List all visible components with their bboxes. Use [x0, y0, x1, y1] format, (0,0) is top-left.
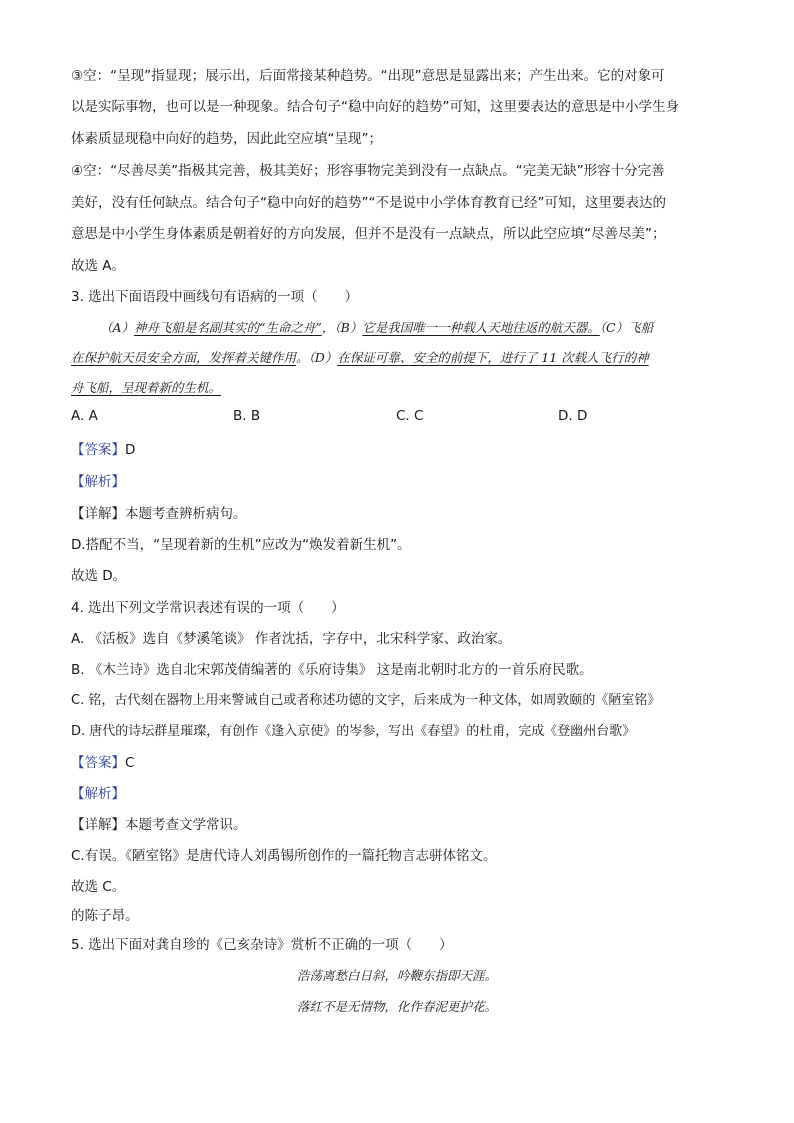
option-c[interactable]: C. C	[396, 408, 424, 424]
choose-line: 故选 A。	[71, 258, 126, 274]
punct: ，	[321, 320, 335, 335]
question-5-stem: 5. 选出下面对龚自珍的《己亥杂诗》赏析不正确的一项（ ）	[71, 937, 453, 953]
sentence-a: 神舟飞船是名副其实的“生命之舟”	[134, 320, 322, 335]
detail-tag: 【详解】	[71, 817, 125, 833]
question-3-stem: 3. 选出下面语段中画线句有语病的一项（ ）	[71, 289, 359, 305]
label-d: （D）	[308, 350, 338, 365]
q4-option-b[interactable]: B. 《木兰诗》选自北宋郭茂倩编著的《乐府诗集》 这是南北朝时北方的一首乐府民歌。	[71, 662, 593, 678]
label-c: （C）	[599, 320, 629, 335]
answer-value: D	[125, 442, 136, 458]
punct: 。	[296, 350, 309, 365]
option-d[interactable]: D. D	[558, 408, 588, 424]
paragraph-line: ④空：“尽善尽美”指极其完善，极其美好；形容事物完美到没有一点缺点。“完美无缺”形容十分完善	[71, 163, 665, 179]
answer-tag: 【答案】	[71, 755, 125, 771]
answer-line	[71, 753, 134, 773]
label-a: （A）	[100, 320, 135, 335]
q4-option-d[interactable]: D. 唐代的诗坛群星璀璨，有创作《逢入京使》的岑参，写出《春望》的杜甫，完成《登幽州台歌》	[71, 724, 636, 739]
option-b[interactable]: B. B	[233, 408, 261, 424]
sentence-c-start: 飞船	[628, 320, 654, 335]
paragraph-line: 体素质显现稳中向好的趋势，因此此空应填“呈现”；	[71, 131, 382, 147]
choose-line: 故选 D。	[71, 568, 127, 584]
analysis-tag: 【解析】	[71, 786, 125, 802]
detail-text: 本题考查文学常识。	[125, 817, 247, 833]
analysis-tag: 【解析】	[71, 474, 125, 490]
passage-line-1	[100, 318, 653, 338]
option-a[interactable]: A. A	[71, 408, 98, 424]
label-b: （B）	[334, 320, 363, 335]
answer-tag: 【答案】	[71, 442, 125, 458]
question-4-stem: 4. 选出下列文学常识表述有误的一项（ ）	[71, 600, 345, 616]
poem-line-2: 落红不是无情物，化作春泥更护花。	[296, 999, 497, 1014]
sentence-b: 它是我国唯一一种载人天地往返的航天器。	[362, 320, 600, 335]
detail-line	[71, 815, 247, 835]
detail-tag: 【详解】	[71, 506, 125, 522]
paragraph-line: 以是实际事物，也可以是一种现象。结合句子“稳中向好的趋势”可知，这里要表达的意思是中小学生身	[71, 99, 679, 115]
question-3-options	[71, 408, 731, 428]
paragraph-line: 美好，没有任何缺点。结合句子“稳中向好的趋势”“不是说中小学体育教育已经”可知，这里要表达的	[71, 195, 666, 211]
poem-line-1: 浩荡离愁白日斜，吟鞭东指即天涯。	[296, 968, 497, 983]
sentence-d-end: 舟飞船，呈现着新的生机。	[71, 380, 222, 395]
sentence-d: 在保证可靠、安全的前提下，进行了 11 次载人飞行的神	[337, 350, 649, 365]
passage-line-3	[71, 378, 221, 398]
q4-option-a[interactable]: A. 《活板》选自《梦溪笔谈》 作者沈括，字存中，北宋科学家、政治家。	[71, 631, 512, 647]
passage-line-2	[71, 348, 649, 368]
detail-line	[71, 504, 247, 524]
tail-line: 的陈子昂。	[71, 908, 139, 924]
explain-line: C.有误。《陋室铭》是唐代诗人刘禹锡所创作的一篇托物言志骈体铭文。	[71, 848, 497, 864]
answer-line	[71, 440, 135, 460]
detail-text: 本题考查辨析病句。	[125, 506, 247, 522]
paragraph-line: ③空：“呈现”指显现；展示出，后面常接某种趋势。“出现”意思是显露出来；产生出来。它的对象可	[71, 68, 665, 84]
paragraph-line: 意思是中小学生身体素质是朝着好的方向发展，但并不是没有一点缺点，所以此空应填“尽善尽美”；	[71, 226, 666, 242]
q4-option-c[interactable]: C. 铭，古代刻在器物上用来警诫自己或者称述功德的文字，后来成为一种文体，如周敦颐的《陋室铭》	[71, 693, 661, 708]
sentence-c: 在保护航天员安全方面，发挥着关键作用	[71, 350, 297, 365]
explain-line: D.搭配不当，“呈现着新的生机”应改为“焕发着新生机”。	[71, 537, 411, 553]
answer-value: C	[125, 755, 135, 771]
choose-line: 故选 C。	[71, 879, 126, 895]
